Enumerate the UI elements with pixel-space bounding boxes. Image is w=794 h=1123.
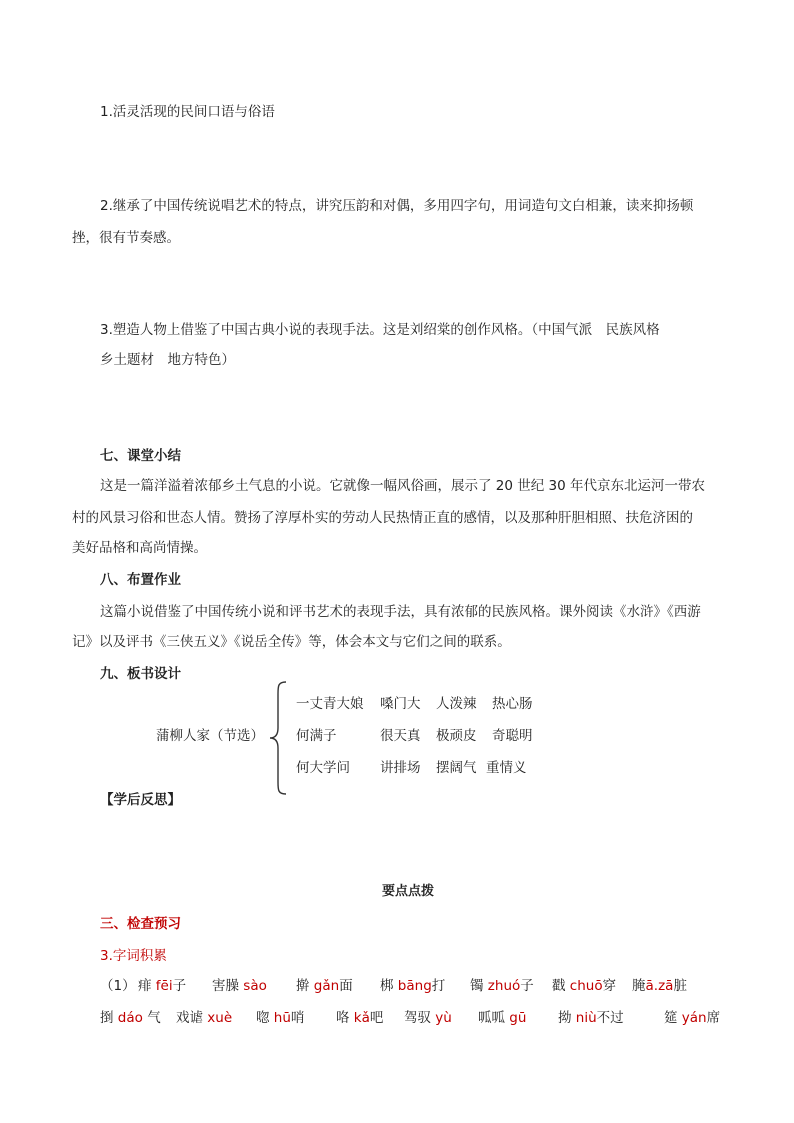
item-3-line-2: 乡土题材 地方特色）: [100, 352, 235, 368]
keypoints-title: 要点点拨: [382, 884, 435, 899]
board-row-1-trait-2: 人泼辣: [436, 696, 477, 712]
board-title: 蒲柳人家（节选）: [156, 728, 264, 744]
section-3-heading: 三、检查预习: [100, 916, 181, 932]
item-2-line-1: 2.继承了中国传统说唱艺术的特点，讲究压韵和对偶，多用四字句，用词造句文白相兼，读来抑扬顿: [100, 198, 694, 214]
vocab-item: 害臊 sào: [212, 978, 267, 994]
vocab-item: 镯 zhuó子: [470, 978, 534, 994]
board-row-3-trait-2: 摆阔气: [436, 760, 477, 776]
vocab-item: 呱呱 gū: [478, 1010, 527, 1026]
vocab-subheading: 3.字词积累: [100, 948, 167, 964]
vocab-item: 腌ā.zā脏: [632, 978, 687, 994]
board-row-1-trait-1: 嗓门大: [380, 696, 421, 712]
item-1: 1.活灵活现的民间口语与俗语: [100, 104, 275, 120]
board-row-1-trait-3: 热心肠: [492, 696, 533, 712]
board-row-2-trait-3: 奇聪明: [492, 728, 533, 744]
vocab-item: 捯 dáo 气: [100, 1010, 161, 1026]
reflection-heading: 【学后反思】: [100, 792, 181, 808]
section-7-heading: 七、课堂小结: [100, 448, 181, 464]
vocab-item: 驾驭 yù: [404, 1010, 452, 1026]
section-7-line-3: 美好品格和高尚情操。: [72, 540, 207, 556]
vocab-item: 咯 kǎ吧: [336, 1010, 384, 1026]
section-9-heading: 九、板书设计: [100, 666, 181, 682]
section-7-line-1: 这是一篇洋溢着浓郁乡土气息的小说。它就像一幅风俗画，展示了 20 世纪 30 年代京东北运河一带农: [100, 478, 706, 494]
vocab-item: 痱 fēi子: [138, 978, 187, 994]
vocab-item: 擀 gǎn面: [296, 978, 353, 994]
section-7-line-2: 村的风景习俗和世态人情。赞扬了淳厚朴实的劳动人民热情正直的感情，以及那种肝胆相照、扶危济困的: [72, 510, 693, 526]
vocab-item: 筵 yán席: [664, 1010, 721, 1026]
board-row-3-name: 何大学问: [296, 760, 350, 776]
vocab-item: 唿 hū哨: [256, 1010, 305, 1026]
vocab-item: 戏谑 xuè: [176, 1010, 233, 1026]
item-2-line-2: 挫，很有节奏感。: [72, 230, 180, 246]
vocab-prefix: （1）: [100, 978, 136, 994]
vocab-item: 戳 chuō穿: [552, 978, 617, 994]
board-row-2-trait-1: 很天真: [380, 728, 421, 744]
board-row-2-name: 何满子: [296, 728, 337, 744]
vocab-item: 梆 bāng打: [380, 978, 446, 994]
board-row-2-trait-2: 极顽皮: [436, 728, 477, 744]
curly-brace-icon: [268, 680, 288, 796]
section-8-line-1: 这篇小说借鉴了中国传统小说和评书艺术的表现手法，具有浓郁的民族风格。课外阅读《水浒》《西游: [100, 604, 701, 620]
board-row-3-trait-1: 讲排场: [380, 760, 421, 776]
vocab-item: 拗 niù不过: [558, 1010, 624, 1026]
board-row-1-name: 一丈青大娘: [296, 696, 364, 712]
board-row-3-trait-3: 重情义: [486, 760, 527, 776]
section-8-heading: 八、布置作业: [100, 572, 181, 588]
section-8-line-2: 记》以及评书《三侠五义》《说岳全传》等，体会本文与它们之间的联系。: [72, 634, 511, 650]
item-3-line-1: 3.塑造人物上借鉴了中国古典小说的表现手法。这是刘绍棠的创作风格。（中国气派 民族风格: [100, 322, 660, 338]
